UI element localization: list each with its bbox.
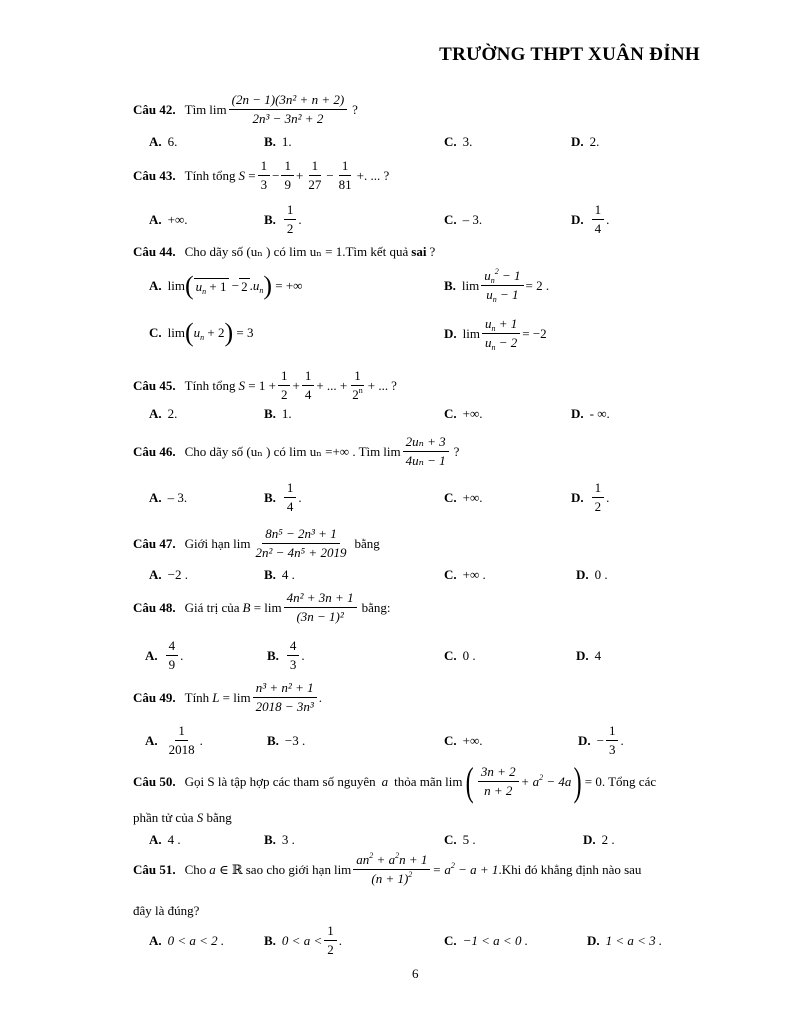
- answer-c: C. – 3.: [444, 212, 483, 227]
- answer-c: C. 5 .: [444, 832, 476, 847]
- answer-a: A. 6.: [149, 134, 178, 149]
- question-50: Câu 50. Gọi S là tập hợp các tham số nguyên a thỏa mãn lim ( $\frac{3n + 2}{n + 2}$ + $a^2 - 4a$ ) = 0 . Tổng các: [133, 758, 657, 804]
- question-42: Câu 42. Tìm lim $\frac{\text{(2n − 1)(3n² + n + 2)}}{\text{2n³ − 3n² + 2}}$ ?: [133, 92, 358, 126]
- question-43: Câu 43. Tính tổng S = $\frac{1}{3}$ − $\frac{1}{9}$ + $\frac{1}{27}$ − $\frac{1}{81}$ +. ... ?: [133, 158, 390, 192]
- answer-b: B. $\frac{1}{4}$ .: [264, 480, 302, 514]
- answer-c: C. lim ( $u_n$ + 2 ) = 3: [149, 318, 254, 347]
- answer-c: C. +∞ .: [444, 406, 483, 421]
- answer-b: B. 3 .: [264, 832, 295, 847]
- question-50-line2: phần tử của S bằng: [133, 810, 232, 825]
- answer-d: D. lim $\frac{u_n + 1}{u_n - 2}$ = −2: [444, 316, 547, 352]
- question-46: Câu 46. Cho dãy số (uₙ ) có lim uₙ =+∞ . Tìm lim $\frac{\text{2uₙ + 3}}{\text{4uₙ − 1}}$ ?: [133, 434, 460, 468]
- answer-d: D. 2 .: [583, 832, 615, 847]
- answer-b: B. 1.: [264, 134, 292, 149]
- answer-d: D. - ∞ .: [571, 406, 610, 421]
- answer-a: A. 2.: [149, 406, 178, 421]
- answer-d: D. 4: [576, 648, 602, 663]
- answer-b: B. $\frac{4}{3}$ .: [267, 638, 305, 672]
- answer-c: C. +∞.: [444, 490, 483, 505]
- answer-a: A. +∞ .: [149, 212, 188, 227]
- answer-a: A. 4 .: [149, 832, 181, 847]
- answer-c: C. +∞.: [444, 733, 483, 748]
- question-47: Câu 47. Giới hạn lim $\frac{\text{8n⁵ − 2n³ + 1}}{\text{2n² − 4n⁵ + 2019}}$ bằng: [133, 526, 380, 560]
- question-51-line2: đây là đúng?: [133, 903, 200, 918]
- answer-d: D. 1 < a < 3 .: [587, 933, 663, 948]
- answer-d: D. $\frac{1}{4}$ .: [571, 202, 610, 236]
- answer-b: B. lim $\frac{u_n^2 - 1}{u_n - 1}$ = 2 .: [444, 267, 550, 304]
- answer-b: B. 1.: [264, 406, 292, 421]
- answer-d: D. 2.: [571, 134, 600, 149]
- answer-d: D. 0 .: [576, 567, 608, 582]
- answer-c: C. +∞ .: [444, 567, 486, 582]
- question-45: Câu 45. Tính tổng S = 1 + $\frac{1}{2}$ + $\frac{1}{4}$ + ... + $\frac{1}{2^n}$ + ... ?: [133, 368, 397, 402]
- answer-a: A. $\frac{1}{2018}$ .: [145, 723, 203, 757]
- answer-b: B. 4 .: [264, 567, 295, 582]
- answer-a: A. lim ( $u_n + 1$ − 2 . $u_n$ ) = +∞: [149, 271, 303, 300]
- answer-a: A. $\frac{4}{9}$ .: [145, 638, 184, 672]
- answer-a: A. – 3.: [149, 490, 188, 505]
- question-51: Câu 51. Cho a ∈ ℝ sao cho giới hạn lim $\frac{an^2 + a^2n + 1}{(n + 1)^2}$ = $a^2 - a + 1$ .Khi đó khẳng định nào sau: [133, 851, 642, 886]
- answer-c: C. 0 .: [444, 648, 476, 663]
- answer-b: B. 0 < a < $\frac{1}{2}$ .: [264, 923, 342, 957]
- answer-a: A. −2 .: [149, 567, 188, 582]
- answer-b: B. $\frac{1}{2}$ .: [264, 202, 302, 236]
- fraction: $\frac{\text{(2n − 1)(3n² + n + 2)}}{\text{2n³ − 3n² + 2}}$: [229, 92, 348, 127]
- answer-d: D. − $\frac{1}{3}$ .: [578, 723, 624, 757]
- question-label: Câu 42.: [133, 101, 176, 117]
- answer-c: C. −1 < a < 0 .: [444, 933, 528, 948]
- question-48: Câu 48. Giá trị của B = lim $\frac{\text{4n² + 3n + 1}}{\text{(3n − 1)²}}$ bằng:: [133, 590, 391, 624]
- answer-c: C. 3.: [444, 134, 473, 149]
- question-44: Câu 44. Cho dãy số (uₙ ) có lim uₙ = 1.Tìm kết quả sai ?: [133, 244, 436, 259]
- question-49: Câu 49. Tính L = lim $\frac{\text{n³ + n² + 1}}{\text{2018 − 3n³}}$ .: [133, 680, 323, 714]
- page-number: 6: [412, 966, 419, 981]
- answer-d: D. $\frac{1}{2}$ .: [571, 480, 610, 514]
- answer-b: B. −3 .: [267, 733, 306, 748]
- school-header: TRƯỜNG THPT XUÂN ĐỈNH: [439, 44, 700, 65]
- answer-a: A. 0 < a < 2 .: [149, 933, 225, 948]
